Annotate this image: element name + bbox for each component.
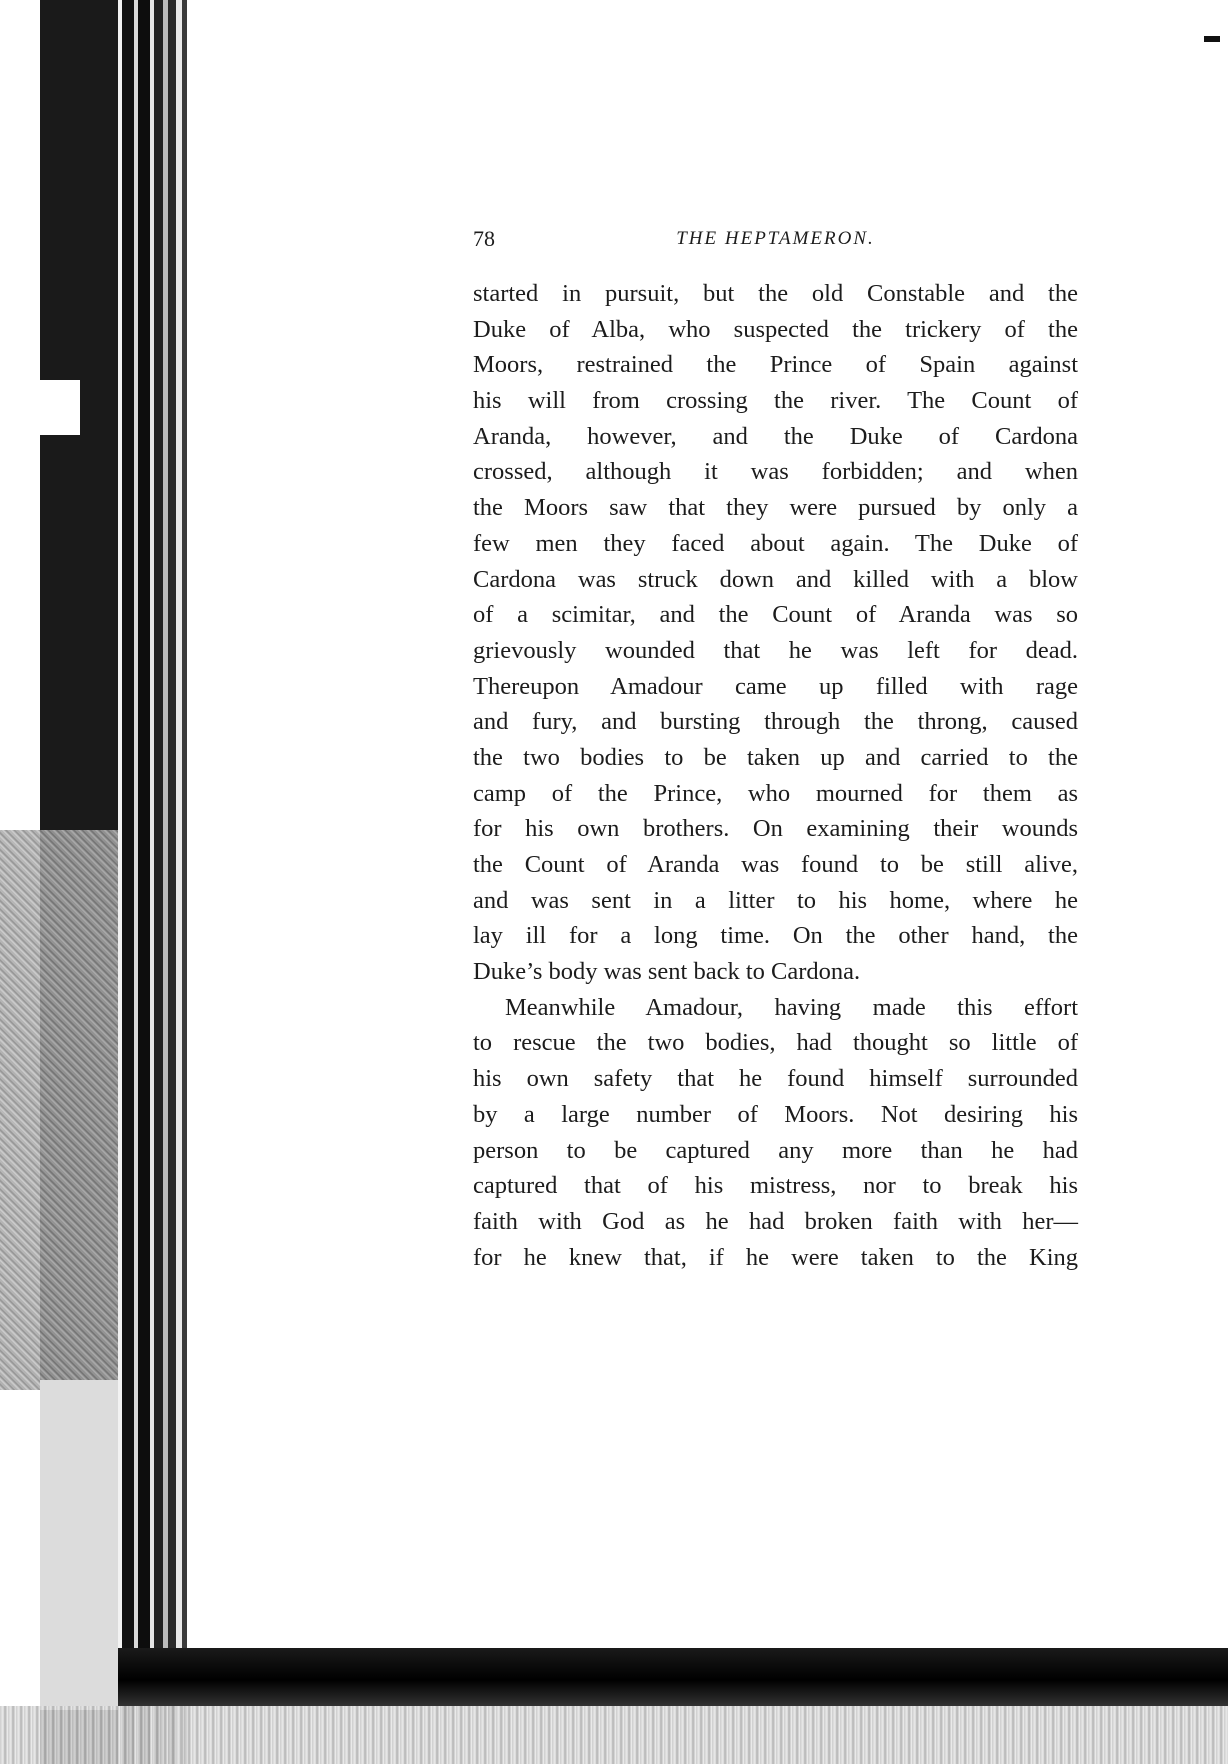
text-line: for he knew that, if he were taken to the King (473, 1243, 1078, 1271)
text-line: Duke of Alba, who suspected the trickery of the (473, 315, 1078, 343)
page-number: 78 (473, 226, 495, 251)
paragraph-1 (473, 276, 1078, 990)
text-line: and fury, and bursting through the throng, caused (473, 708, 1078, 736)
binding-scan-texture (0, 830, 118, 1390)
text-line: lay ill for a long time. On the other hand, the (473, 922, 1078, 950)
text-line: to rescue the two bodies, had thought so little of (473, 1029, 1078, 1057)
text-line: person to be captured any more than he had (473, 1136, 1078, 1164)
text-line: Meanwhile Amadour, having made this effort (505, 993, 1078, 1021)
text-line: Duke’s body was sent back to Cardona. (473, 958, 861, 986)
text-line: crossed, although it was forbidden; and when (473, 458, 1078, 486)
text-line: the two bodies to be taken up and carried to the (473, 743, 1078, 771)
binding-light-region (40, 1380, 118, 1710)
text-line: his own safety that he found himself surrounded (473, 1065, 1078, 1093)
text-line: for his own brothers. On examining their wounds (473, 815, 1078, 843)
text-line: by a large number of Moors. Not desiring his (473, 1100, 1078, 1128)
page-header (473, 219, 1078, 259)
running-title: THE HEPTAMERON. (676, 228, 875, 249)
scan-bottom-noise (0, 1706, 1228, 1764)
text-line: Thereupon Amadour came up filled with rage (473, 672, 1078, 700)
text-line: the Count of Aranda was found to be still alive, (473, 851, 1078, 878)
text-line: Aranda, however, and the Duke of Cardona (473, 422, 1078, 450)
text-line: and was sent in a litter to his home, where he (473, 886, 1078, 914)
text-line: grievously wounded that he was left for dead. (473, 636, 1078, 664)
text-line: Cardona was struck down and killed with a blow (473, 565, 1078, 593)
text-line: of a scimitar, and the Count of Aranda was so (473, 601, 1078, 629)
text-line: his will from crossing the river. The Count of (473, 387, 1078, 415)
text-line: the Moors saw that they were pursued by only a (473, 494, 1078, 522)
text-line: faith with God as he had broken faith with her— (473, 1207, 1078, 1235)
body-text (473, 276, 1078, 1275)
page-bottom-edge (118, 1648, 1228, 1706)
binding-paper-patch (40, 380, 80, 435)
text-line: camp of the Prince, who mourned for them as (473, 779, 1078, 807)
paragraph-2 (473, 990, 1078, 1276)
text-line: few men they faced about again. The Duke of (473, 529, 1078, 557)
corner-scan-mark (1204, 36, 1220, 42)
text-line: Moors, restrained the Prince of Spain against (473, 351, 1078, 379)
text-line: captured that of his mistress, nor to break his (473, 1172, 1078, 1200)
text-line: started in pursuit, but the old Constable and the (473, 280, 1078, 307)
